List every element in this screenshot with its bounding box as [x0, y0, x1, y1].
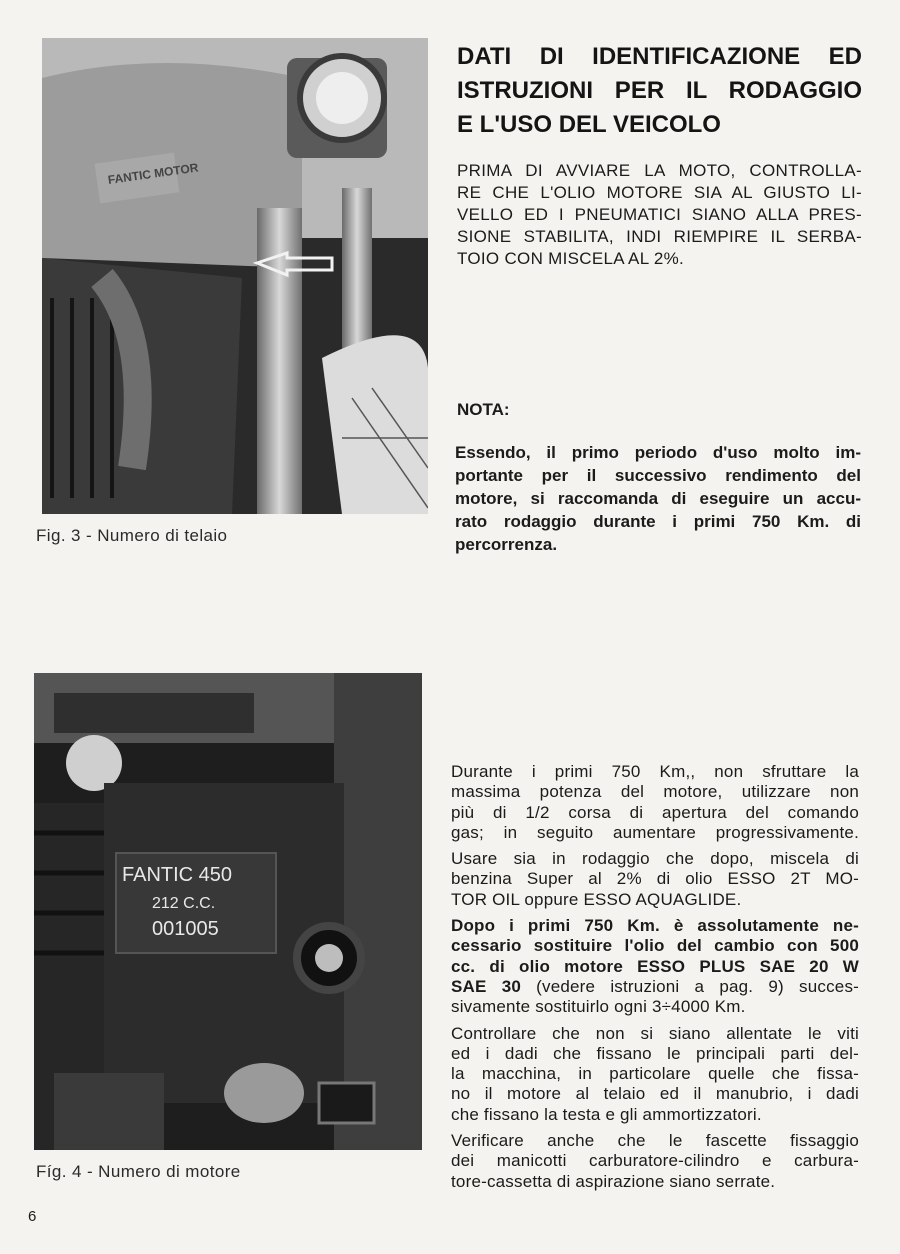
- note-line: motore, si raccomanda di eseguire un accu-: [455, 489, 861, 508]
- body-line: massima potenza del motore, utilizzare non: [451, 782, 859, 802]
- body-line: TOR OIL oppure ESSO AQUAGLIDE.: [451, 889, 742, 909]
- intro-line: VELLO ED I PNEUMATICI SIANO ALLA PRES-: [457, 205, 862, 224]
- intro-line: SIONE STABILITA, INDI RIEMPIRE IL SERBA-: [457, 227, 862, 246]
- note-line: rato rodaggio durante i primi 750 Km. di: [455, 512, 861, 531]
- title-line: E L'USO DEL VEICOLO: [457, 111, 721, 138]
- body-line: Controllare che non si siano allentate le viti: [451, 1023, 859, 1043]
- paragraph-power-usage: [451, 762, 859, 843]
- body-line: cc. di olio motore ESSO PLUS SAE 20 W: [451, 956, 859, 976]
- running-in-instructions: [451, 762, 859, 1198]
- note-paragraph: [455, 441, 861, 556]
- body-line: dei manicotti carburatore-cilindro e carbura-: [451, 1151, 859, 1171]
- intro-line: TOIO CON MISCELA AL 2%.: [457, 249, 685, 268]
- frame-number-photo: [42, 38, 428, 514]
- stamp-displacement: 212 C.C.: [152, 895, 216, 912]
- intro-paragraph: [457, 160, 862, 270]
- intro-line: PRIMA DI AVVIARE LA MOTO, CONTROLLA-: [457, 161, 862, 180]
- title-line: ISTRUZIONI PER IL RODAGGIO: [457, 77, 862, 104]
- body-line: ed i dadi che fissano le principali parti del-: [451, 1043, 859, 1063]
- body-line: la macchina, in particolare quelle che fissa-: [451, 1064, 859, 1084]
- body-line: benzina Super al 2% di olio ESSO 2T MO-: [451, 869, 859, 889]
- page-number: 6: [28, 1208, 37, 1225]
- engine-number-photo: [34, 673, 422, 1150]
- note-line: portante per il successivo rendimento del: [455, 466, 861, 485]
- body-line: sivamente sostituirlo ogni 3÷4000 Km.: [451, 997, 746, 1017]
- body-line: più di 1/2 corsa di apertura del comando: [451, 802, 859, 822]
- note-line: percorrenza.: [455, 535, 558, 554]
- body-line: gas; in seguito aumentare progressivamente.: [451, 822, 859, 842]
- paragraph-gearbox-oil: [451, 916, 859, 1017]
- body-line: Usare sia in rodaggio che dopo, miscela di: [451, 849, 859, 869]
- body-line: cessario sostituire l'olio del cambio con 500: [451, 936, 859, 956]
- fantic-logo-decal: FANTIC MOTOR: [107, 160, 200, 187]
- body-line: no il motore al telaio ed il manubrio, i dadi: [451, 1084, 859, 1104]
- body-line-rest: (vedere istruzioni a pag. 9) succes-: [521, 976, 860, 996]
- paragraph-fuel-mixture: [451, 849, 859, 910]
- note-heading: NOTA:: [457, 400, 510, 419]
- body-line: [451, 977, 859, 997]
- intro-line: RE CHE L'OLIO MOTORE SIA AL GIUSTO LI-: [457, 183, 862, 202]
- figure-3-caption: Fig. 3 - Numero di telaio: [36, 526, 228, 545]
- stamp-model: FANTIC 450: [122, 864, 233, 886]
- body-line: tore-cassetta di aspirazione siano serrate.: [451, 1171, 776, 1191]
- stamp-engine-number: 001005: [152, 918, 219, 940]
- section-title: [457, 40, 862, 142]
- paragraph-check-bolts: [451, 1024, 859, 1125]
- body-line: Verificare anche che le fascette fissaggio: [451, 1131, 859, 1151]
- oil-grade: SAE 30: [451, 976, 522, 996]
- figure-4-caption: Fíg. 4 - Numero di motore: [36, 1162, 241, 1181]
- body-line: Durante i primi 750 Km,, non sfruttare la: [451, 762, 859, 781]
- title-line: DATI DI IDENTIFICAZIONE ED: [457, 43, 862, 70]
- paragraph-check-clamps: [451, 1131, 859, 1192]
- note-line: Essendo, il primo periodo d'uso molto im-: [455, 443, 861, 462]
- body-line: che fissano la testa e gli ammortizzatori.: [451, 1104, 762, 1124]
- body-line: Dopo i primi 750 Km. è assolutamente ne-: [451, 916, 859, 936]
